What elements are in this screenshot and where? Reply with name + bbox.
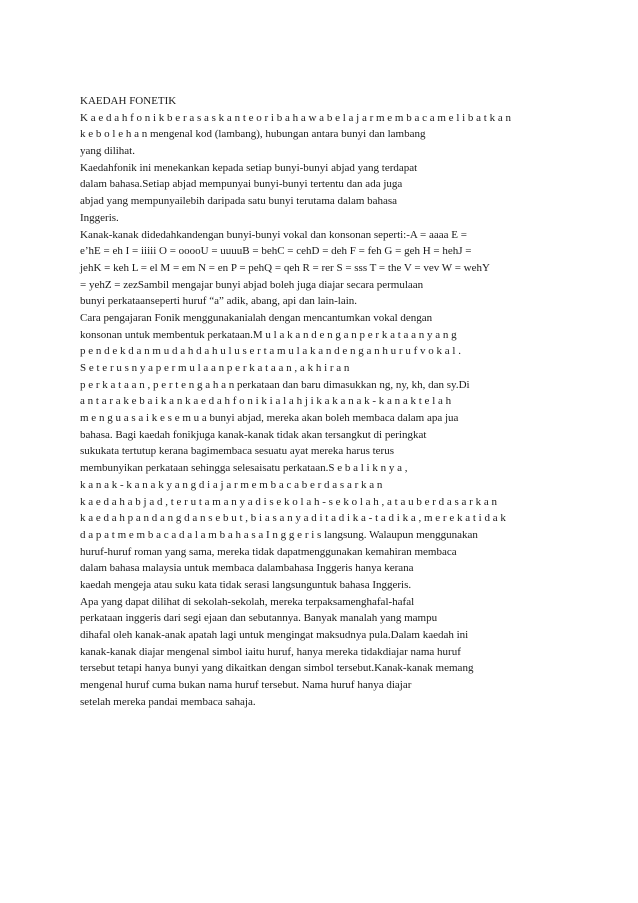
text-line: mengenal huruf cuma bukan nama huruf tersebut. Nama huruf hanya diajar <box>80 679 412 692</box>
text-line: dalam bahasa.Setiap abjad mempunyai bunyi-bunyi tertentu dan ada juga <box>80 178 403 191</box>
text-line: konsonan untuk membentuk perkataan.M u l a k a n d e n g a n p e r k a t a a n y a n g <box>80 328 457 341</box>
text-line: Apa yang dapat dilihat di sekolah-sekolah, mereka terpaksamenghafal-hafal <box>80 595 415 608</box>
text-line: dalam bahasa malaysia untuk membaca dalambahasa Inggeris hanya kerana <box>80 562 414 575</box>
text-line: a n t a r a k e b a i k a n k a e d a h f o n i k i a l a h j i k a k a n a k - k a n a k t e l a h <box>80 395 452 408</box>
text-line: sukukata tertutup kerana bagimembaca sesuatu ayat mereka harus terus <box>80 445 394 458</box>
text-line: d a p a t m e m b a c a d a l a m b a h a s a I n g g e r i s langsung. Walaupun menggunakan <box>80 528 478 541</box>
document-body <box>80 93 562 710</box>
text-line: membunyikan perkataan sehingga selesaisatu perkataan.S e b a l i k n y a , <box>80 462 408 475</box>
text-line: p e r k a t a a n , p e r t e n g a h a n perkataan dan baru dimasukkan ng, ny, kh, dan sy.Di <box>80 378 470 391</box>
text-line: tersebut tetapi hanya bunyi yang dikaitkan dengan simbol tersebut.Kanak-kanak memang <box>80 662 474 675</box>
text-line: Kanak-kanak didedahkandengan bunyi-bunyi vokal dan konsonan seperti:-A = aaaa E = <box>80 228 467 241</box>
text-line: dihafal oleh kanak-anak apatah lagi untuk mengingat maksudnya pula.Dalam kaedah ini <box>80 629 469 641</box>
text-line: huruf-huruf roman yang sama, mereka tidak dapatmenggunakan kemahiran membaca <box>80 545 457 558</box>
text-line: perkataan inggeris dari segi ejaan dan sebutannya. Banyak manalah yang mampu <box>80 612 438 625</box>
text-line: k a n a k - k a n a k y a n g d i a j a r m e m b a c a b e r d a s a r k a n <box>80 478 383 491</box>
text-line: Inggeris. <box>80 211 119 224</box>
text-line: setelah mereka pandai membaca sahaja. <box>80 695 256 708</box>
text-line: kaedah mengeja atau suku kata tidak serasi langsunguntuk bahasa Inggeris. <box>80 578 412 591</box>
text-line: K a e d a h f o n i k b e r a s a s k a n t e o r i b a h a w a b e l a j a r m e m b a c a m e l i b a t k a n <box>80 111 511 124</box>
text-line: k a e d a h a b j a d , t e r u t a m a n y a d i s e k o l a h - s e k o l a h , a t a u b e r d a s a r k a n <box>80 495 497 508</box>
text-line: Kaedahfonik ini menekankan kepada setiap bunyi-bunyi abjad yang terdapat <box>80 161 418 174</box>
text-line: k e b o l e h a n mengenal kod (lambang), hubungan antara bunyi dan lambang <box>80 128 426 141</box>
document-title: KAEDAH FONETIK <box>80 95 177 107</box>
text-line: abjad yang mempunyailebih daripada satu bunyi terutama dalam bahasa <box>80 195 398 208</box>
text-line: bunyi perkataanseperti huruf “a” adik, abang, api dan lain-lain. <box>80 295 358 308</box>
text-line: S e t e r u s n y a p e r m u l a a n p e r k a t a a n , a k h i r a n <box>80 362 350 374</box>
text-line: k a e d a h p a n d a n g d a n s e b u t , b i a s a n y a d i t a d i k a - t a d i k a , m e r e k a t i d a k <box>80 512 506 525</box>
text-line: Cara pengajaran Fonik menggunakanialah dengan mencantumkan vokal dengan <box>80 311 433 324</box>
text-line: bahasa. Bagi kaedah fonikjuga kanak-kanak tidak akan tersangkut di peringkat <box>80 428 427 441</box>
text-line: p e n d e k d a n m u d a h d a h u l u s e r t a m u l a k a n d e n g a n h u r u f v o k a l . <box>80 345 461 358</box>
text-line: kanak-kanak diajar mengenal simbol iaitu huruf, hanya mereka tidakdiajar nama huruf <box>80 645 461 658</box>
text-line: yang dilihat. <box>80 145 135 158</box>
text-line: jehK = keh L = el M = em N = en P = pehQ = qeh R = rer S = sss T = the V = vev W = wehY <box>80 261 490 274</box>
text-line: m e n g u a s a i k e s e m u a bunyi abjad, mereka akan boleh membaca dalam apa jua <box>80 412 459 425</box>
text-line: = yehZ = zezSambil mengajar bunyi abjad boleh juga diajar secara permulaan <box>80 278 424 291</box>
text-line: e’hE = eh I = iiiii O = ooooU = uuuuB = behC = cehD = deh F = feh G = geh H = hehJ = <box>80 245 472 258</box>
